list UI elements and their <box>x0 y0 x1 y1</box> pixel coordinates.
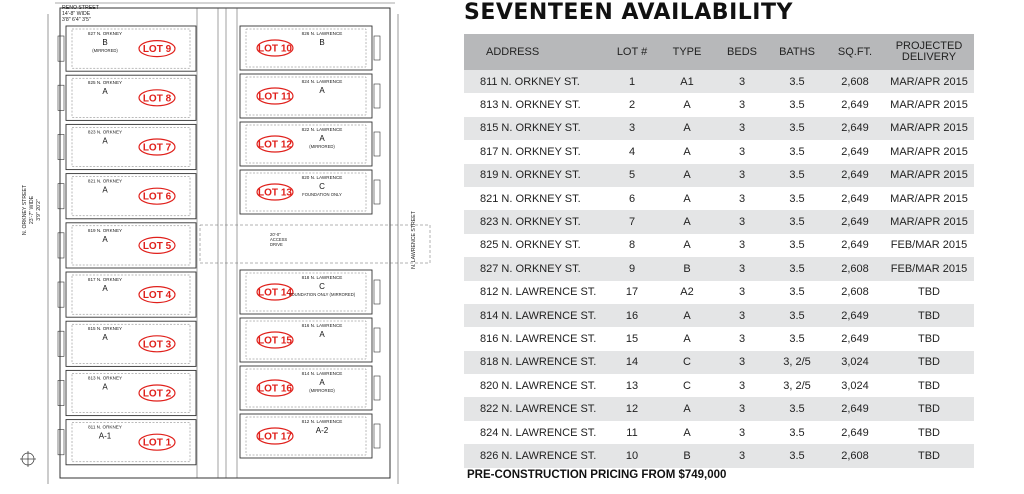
cell-sqft: 2,608 <box>826 281 884 304</box>
lot-address: 817 N. ORKNEY <box>87 277 123 282</box>
cell-type: C <box>658 374 716 397</box>
lot-address: 815 N. ORKNEY <box>87 326 123 332</box>
cell-type: A <box>658 327 716 350</box>
street-dims-left: 3'9" 20'2" <box>36 199 42 221</box>
lot-label: LOT 4 <box>142 290 172 302</box>
lot-type: A <box>102 87 108 97</box>
cell-sqft: 2,649 <box>826 93 884 116</box>
cell-delivery: MAR/APR 2015 <box>884 164 974 187</box>
lot-outline <box>66 223 196 268</box>
cell-beds: 3 <box>716 281 768 304</box>
cell-delivery: TBD <box>884 304 974 327</box>
lot-label: LOT 9 <box>142 44 172 56</box>
lot-label: LOT 11 <box>258 91 292 103</box>
cell-delivery: MAR/APR 2015 <box>884 93 974 116</box>
lot-type: A-1 <box>98 431 112 441</box>
lot-address: 820 N. LAWRENCE <box>301 175 343 180</box>
cell-baths: 3.5 <box>768 327 826 350</box>
street-label-right: N. LAWRENCE STREET <box>411 211 417 269</box>
lot-label: LOT 7 <box>142 142 172 154</box>
cell-address: 816 N. LAWRENCE ST. <box>464 327 606 350</box>
cell-beds: 3 <box>716 70 768 93</box>
lot-outline <box>66 174 196 219</box>
street-dims-top: 3'8" 6'4" 3'5" <box>62 17 91 23</box>
cell-beds: 3 <box>716 117 768 140</box>
stoop <box>374 424 380 448</box>
cell-baths: 3.5 <box>768 257 826 280</box>
cell-sqft: 2,608 <box>826 70 884 93</box>
site-plan <box>0 0 440 494</box>
cell-beds: 3 <box>716 234 768 257</box>
cell-baths: 3.5 <box>768 140 826 163</box>
lot-block <box>58 370 196 415</box>
lot-address: 819 N. ORKNEY <box>87 227 123 233</box>
lot-label: LOT 16 <box>258 383 292 395</box>
stoop <box>58 85 64 110</box>
cell-address: 822 N. LAWRENCE ST. <box>464 397 606 420</box>
lot-outline <box>66 272 196 317</box>
stoop <box>374 280 380 304</box>
lot-label: LOT 5 <box>142 240 172 252</box>
table-row <box>464 234 974 257</box>
lot-block <box>240 74 380 118</box>
header-lot: LOT # <box>606 34 658 70</box>
cell-delivery: TBD <box>884 351 974 374</box>
cell-type: A2 <box>658 281 716 304</box>
lot-address: 824 N. LAWRENCE <box>301 79 343 84</box>
cell-sqft: 2,608 <box>826 257 884 280</box>
cell-address: 824 N. LAWRENCE ST. <box>464 421 606 444</box>
table-row <box>464 444 974 467</box>
lot-block <box>58 223 196 268</box>
lot-label: LOT 15 <box>258 335 292 347</box>
cell-baths: 3, 2/5 <box>768 351 826 374</box>
cell-type: A <box>658 140 716 163</box>
street-width-top: 14'-8" WIDE <box>62 11 91 17</box>
lot-address: 816 N. LAWRENCE <box>301 323 343 328</box>
cell-beds: 3 <box>716 444 768 467</box>
cell-lot: 6 <box>606 187 658 210</box>
lot-address: 812 N. LAWRENCE <box>301 419 343 424</box>
cell-beds: 3 <box>716 351 768 374</box>
cell-lot: 10 <box>606 444 658 467</box>
lot-label: LOT 8 <box>142 93 172 105</box>
lot-type: B <box>319 38 325 47</box>
cell-address: 814 N. LAWRENCE ST. <box>464 304 606 327</box>
street-label-top: RENO STREET <box>62 5 99 11</box>
cell-sqft: 2,649 <box>826 327 884 350</box>
lot-label: LOT 2 <box>142 388 172 400</box>
availability-table <box>464 34 974 468</box>
lot-address: 813 N. ORKNEY <box>87 375 123 381</box>
cell-address: 811 N. ORKNEY ST. <box>464 70 606 93</box>
cell-sqft: 2,649 <box>826 397 884 420</box>
lot-label: LOT 1 <box>142 437 172 449</box>
table-row <box>464 397 974 420</box>
table-body <box>464 70 974 468</box>
stoop <box>374 132 380 156</box>
cell-sqft: 2,608 <box>826 444 884 467</box>
header-baths: BATHS <box>768 34 826 70</box>
lot-address: 822 N. LAWRENCE <box>301 127 343 132</box>
lot-outline <box>66 370 196 415</box>
cell-sqft: 2,649 <box>826 234 884 257</box>
stoop <box>374 36 380 60</box>
cell-baths: 3.5 <box>768 397 826 420</box>
lot-address: 818 N. LAWRENCE <box>301 275 343 280</box>
cell-lot: 14 <box>606 351 658 374</box>
access-drive <box>200 225 430 263</box>
cell-beds: 3 <box>716 421 768 444</box>
lot-outline <box>66 321 196 366</box>
cell-address: 821 N. ORKNEY ST. <box>464 187 606 210</box>
cell-beds: 3 <box>716 304 768 327</box>
access-drive-label-3: DRIVE <box>270 242 283 247</box>
cell-beds: 3 <box>716 140 768 163</box>
cell-sqft: 3,024 <box>826 374 884 397</box>
lot-label: LOT 3 <box>142 339 172 351</box>
lot-address: 823 N. ORKNEY <box>87 129 123 135</box>
cell-lot: 2 <box>606 93 658 116</box>
header-delivery: PROJECTED DELIVERY <box>884 34 974 70</box>
table-row <box>464 210 974 233</box>
stoop <box>58 184 64 209</box>
cell-lot: 4 <box>606 140 658 163</box>
lot-label: LOT 17 <box>258 431 292 443</box>
header-address: ADDRESS <box>464 34 606 70</box>
lot-outline <box>66 420 196 465</box>
cell-type: A <box>658 234 716 257</box>
pricing-footer: PRE-CONSTRUCTION PRICING FROM $749,000 <box>467 469 727 481</box>
cell-address: 823 N. ORKNEY ST. <box>464 210 606 233</box>
cell-beds: 3 <box>716 93 768 116</box>
stoop <box>58 36 64 61</box>
table-row <box>464 164 974 187</box>
table-row <box>464 187 974 210</box>
lot-label: LOT 12 <box>258 139 292 151</box>
lot-type: A <box>102 136 108 146</box>
cell-baths: 3.5 <box>768 281 826 304</box>
table-row <box>464 70 974 93</box>
lot-block <box>58 321 196 366</box>
cell-address: 813 N. ORKNEY ST. <box>464 93 606 116</box>
stoop <box>58 282 64 307</box>
cell-type: A <box>658 117 716 140</box>
lot-label: LOT 13 <box>258 187 292 199</box>
cell-baths: 3.5 <box>768 187 826 210</box>
cell-sqft: 2,649 <box>826 164 884 187</box>
cell-beds: 3 <box>716 257 768 280</box>
lot-type: A <box>102 234 108 244</box>
cell-lot: 16 <box>606 304 658 327</box>
lot-block <box>58 26 196 71</box>
lot-note: (MIRRORED) <box>309 144 335 149</box>
lot-note: FOUNDATION ONLY <box>302 192 342 197</box>
cell-type: A <box>658 210 716 233</box>
lot-type: C <box>319 182 325 191</box>
cell-beds: 3 <box>716 210 768 233</box>
stoop <box>374 328 380 352</box>
cell-type: B <box>658 444 716 467</box>
lot-label: LOT 14 <box>258 287 292 299</box>
table-row <box>464 281 974 304</box>
cell-sqft: 2,649 <box>826 117 884 140</box>
cell-lot: 3 <box>606 117 658 140</box>
right-lots <box>240 26 380 458</box>
site-plan-drawing <box>0 0 440 494</box>
table-row <box>464 304 974 327</box>
cell-baths: 3.5 <box>768 304 826 327</box>
lot-label: LOT 10 <box>258 43 292 55</box>
lot-type: A <box>102 333 108 343</box>
table-header-row <box>464 34 974 70</box>
cell-lot: 11 <box>606 421 658 444</box>
lot-address: 811 N. ORKNEY <box>88 424 122 430</box>
cell-type: A <box>658 421 716 444</box>
cell-delivery: FEB/MAR 2015 <box>884 257 974 280</box>
lot-block <box>240 122 380 166</box>
lot-block <box>240 318 380 362</box>
cell-lot: 8 <box>606 234 658 257</box>
stoop <box>58 380 64 405</box>
cell-address: 827 N. ORKNEY ST. <box>464 257 606 280</box>
lot-type: A <box>319 134 325 143</box>
lot-note: (MIRRORED) <box>309 388 335 393</box>
lot-type: A <box>319 378 325 387</box>
cell-address: 826 N. LAWRENCE ST. <box>464 444 606 467</box>
lot-block <box>240 26 380 70</box>
cell-type: C <box>658 351 716 374</box>
cell-type: A <box>658 93 716 116</box>
cell-address: 812 N. LAWRENCE ST. <box>464 281 606 304</box>
cell-baths: 3.5 <box>768 421 826 444</box>
lot-block <box>58 420 196 465</box>
cell-address: 825 N. ORKNEY ST. <box>464 234 606 257</box>
cell-baths: 3.5 <box>768 93 826 116</box>
lot-label: LOT 6 <box>142 191 172 203</box>
cell-lot: 17 <box>606 281 658 304</box>
cell-type: A1 <box>658 70 716 93</box>
cell-delivery: TBD <box>884 421 974 444</box>
cell-delivery: TBD <box>884 444 974 467</box>
cell-address: 815 N. ORKNEY ST. <box>464 117 606 140</box>
lot-block <box>58 174 196 219</box>
page-title: SEVENTEEN AVAILABILITY <box>464 0 793 25</box>
lot-type: A-2 <box>315 426 329 435</box>
lot-block <box>240 170 380 214</box>
cell-beds: 3 <box>716 327 768 350</box>
cell-delivery: TBD <box>884 397 974 420</box>
header-beds: BEDS <box>716 34 768 70</box>
access-drive-label-2: ACCESS <box>270 237 288 242</box>
cell-lot: 9 <box>606 257 658 280</box>
cell-sqft: 2,649 <box>826 421 884 444</box>
cell-type: A <box>658 164 716 187</box>
cell-beds: 3 <box>716 374 768 397</box>
lot-address: 821 N. ORKNEY <box>87 178 123 184</box>
cell-sqft: 2,649 <box>826 140 884 163</box>
lot-block <box>58 272 196 317</box>
cell-sqft: 2,649 <box>826 210 884 233</box>
access-drive-label-1: 20'-0" <box>270 232 281 237</box>
table-row <box>464 421 974 444</box>
stoop <box>58 233 64 258</box>
stoop <box>374 180 380 204</box>
stoop <box>374 84 380 108</box>
table-row <box>464 117 974 140</box>
lot-type: A <box>319 330 325 339</box>
cell-type: B <box>658 257 716 280</box>
lot-address: 825 N. ORKNEY <box>87 80 123 86</box>
cell-delivery: MAR/APR 2015 <box>884 210 974 233</box>
cell-address: 819 N. ORKNEY ST. <box>464 164 606 187</box>
cell-type: A <box>658 187 716 210</box>
cell-type: A <box>658 397 716 420</box>
lot-address: 826 N. LAWRENCE <box>301 31 343 36</box>
cell-baths: 3.5 <box>768 210 826 233</box>
lot-outline <box>66 26 196 71</box>
cell-address: 820 N. LAWRENCE ST. <box>464 374 606 397</box>
lot-type: A <box>319 86 325 95</box>
lot-note: FOUNDATION ONLY (MIRRORED) <box>288 292 356 297</box>
lot-block <box>58 75 196 120</box>
cell-sqft: 2,649 <box>826 187 884 210</box>
cell-baths: 3.5 <box>768 117 826 140</box>
table-row <box>464 374 974 397</box>
stoop <box>58 134 64 159</box>
cell-baths: 3.5 <box>768 444 826 467</box>
cell-address: 818 N. LAWRENCE ST. <box>464 351 606 374</box>
cell-baths: 3.5 <box>768 164 826 187</box>
cell-beds: 3 <box>716 397 768 420</box>
stoop <box>58 430 64 455</box>
header-sqft: SQ.FT. <box>826 34 884 70</box>
cell-lot: 1 <box>606 70 658 93</box>
lot-address: 827 N. ORKNEY <box>87 31 123 36</box>
stoop <box>374 376 380 400</box>
cell-delivery: TBD <box>884 374 974 397</box>
lot-note: (MIRRORED) <box>92 48 118 53</box>
lot-block <box>240 270 380 314</box>
lot-outline <box>66 75 196 120</box>
cell-lot: 12 <box>606 397 658 420</box>
cell-address: 817 N. ORKNEY ST. <box>464 140 606 163</box>
cell-beds: 3 <box>716 164 768 187</box>
lot-type: A <box>102 185 108 195</box>
lot-type: A <box>102 382 108 392</box>
cell-baths: 3.5 <box>768 234 826 257</box>
lot-block <box>240 414 380 458</box>
header-type: TYPE <box>658 34 716 70</box>
cell-beds: 3 <box>716 187 768 210</box>
left-lots <box>58 26 196 465</box>
cell-delivery: MAR/APR 2015 <box>884 117 974 140</box>
cell-delivery: TBD <box>884 327 974 350</box>
table-row <box>464 257 974 280</box>
street-label-left: N. ORKNEY STREET <box>22 184 28 236</box>
cell-lot: 13 <box>606 374 658 397</box>
lot-block <box>240 366 380 410</box>
cell-sqft: 3,024 <box>826 351 884 374</box>
cell-delivery: MAR/APR 2015 <box>884 140 974 163</box>
cell-sqft: 2,649 <box>826 304 884 327</box>
cell-lot: 7 <box>606 210 658 233</box>
stoop <box>58 331 64 356</box>
cell-type: A <box>658 304 716 327</box>
cell-baths: 3.5 <box>768 70 826 93</box>
cell-delivery: MAR/APR 2015 <box>884 187 974 210</box>
cell-baths: 3, 2/5 <box>768 374 826 397</box>
cell-delivery: TBD <box>884 281 974 304</box>
lot-address: 814 N. LAWRENCE <box>301 371 343 376</box>
lot-type: B <box>102 38 108 47</box>
cell-lot: 5 <box>606 164 658 187</box>
table-row <box>464 351 974 374</box>
lot-outline <box>66 124 196 169</box>
street-width-left: 23'-7" WIDE <box>29 195 35 225</box>
cell-delivery: FEB/MAR 2015 <box>884 234 974 257</box>
cell-delivery: MAR/APR 2015 <box>884 70 974 93</box>
lot-type: C <box>319 282 325 291</box>
table-row <box>464 327 974 350</box>
table-row <box>464 93 974 116</box>
lot-block <box>58 124 196 169</box>
table-row <box>464 140 974 163</box>
lot-type: A <box>102 284 108 293</box>
cell-lot: 15 <box>606 327 658 350</box>
